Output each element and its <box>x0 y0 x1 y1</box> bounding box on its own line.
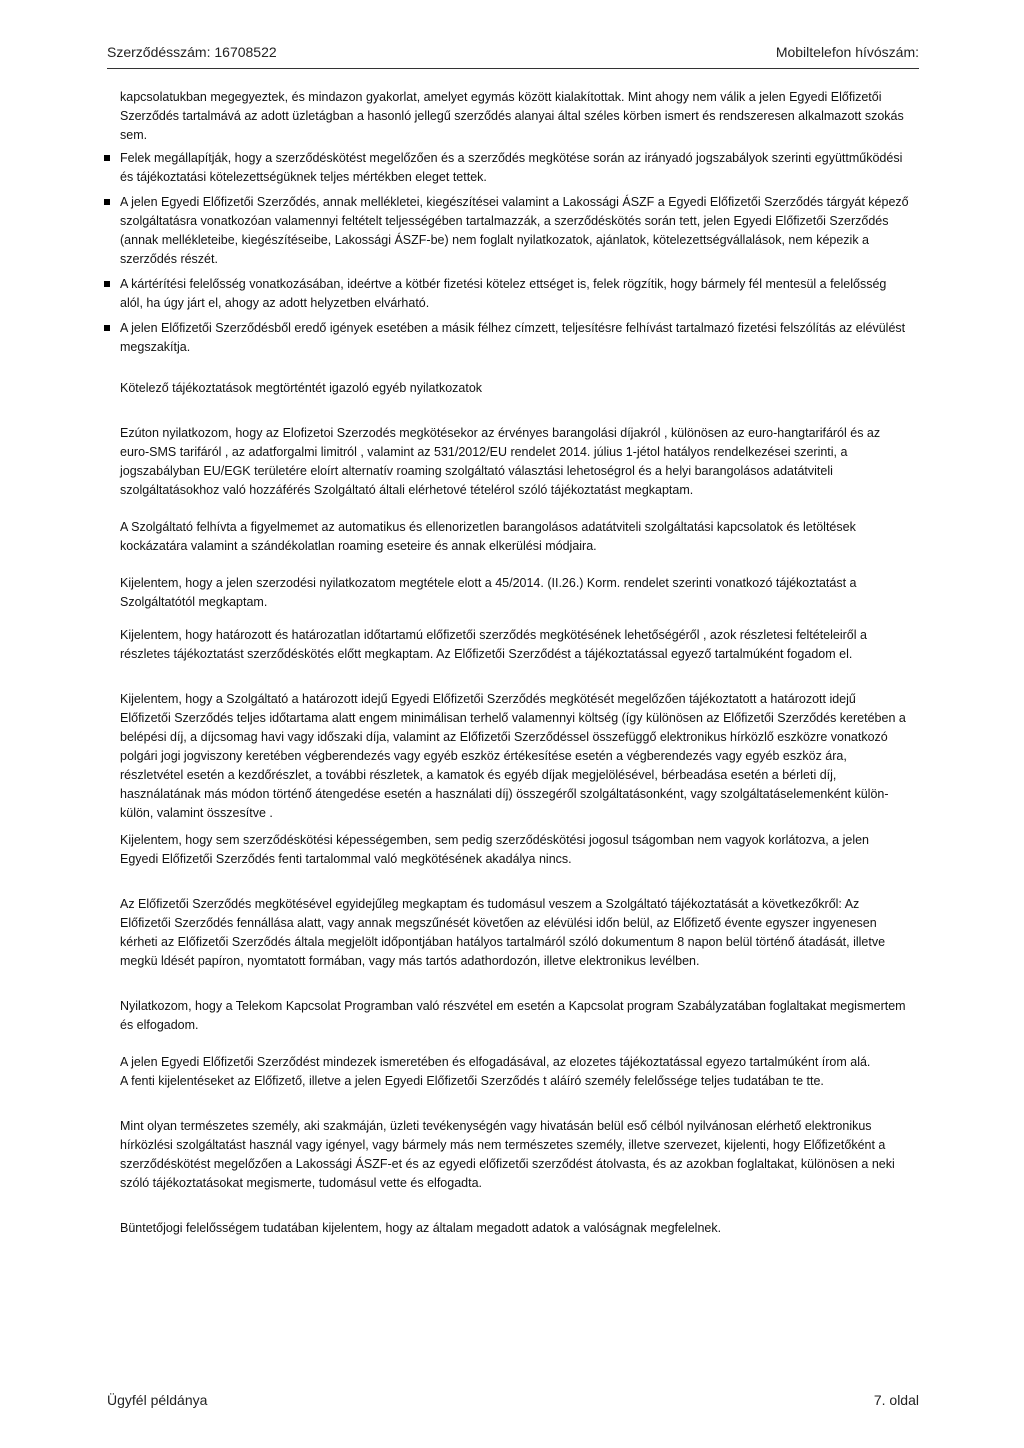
paragraph-criminal-liability: Büntetőjogi felelősségem tudatában kijelentem, hogy az általam megadott adatok a valóságnak megfelelnek. <box>120 1221 722 1235</box>
bullet-list <box>120 149 910 357</box>
copy-label: Ügyfél példánya <box>107 1392 208 1408</box>
intro-continuation: kapcsolatukban megegyeztek, és mindazon gyakorlat, amelyet egymás között kialakítottak. Mint ahogy nem válik a jelen Egyedi Előfizetői Szerződés tartalmává az adott üzletágban a hasonló jellegű szerződés alanyai által széles körben ismert és rendszeresen alkalmazott szokás sem. <box>120 90 904 142</box>
header-rule <box>107 68 919 69</box>
section-heading: Kötelező tájékoztatások megtörténtét igazoló egyéb nyilatkozatok <box>120 381 483 395</box>
paragraph-regulation: Kijelentem, hogy a jelen szerzodési nyilatkozatom megtétele elott a 45/2014. (II.26.) Korm. rendelet szerinti vonatkozó tájékoztatást a Szolgáltatótól megkaptam. <box>120 576 857 609</box>
paragraph-business-user: Mint olyan természetes személy, aki szakmáján, üzleti tevékenységén vagy hivatásán belül eső célból nyilvánosan elérhető elektronikus hírközlési szolgáltatást használ vagy igényel, vagy bármely más nem természetes személy, illetve szervezet, kijelenti, hogy Előfizetőként a szerződéskötést megelőzően a Lakossági ÁSZF-et és az egyedi előfizetői szerződést átolvasta, és az azokban foglaltakat, különösen a neki szóló tájékoztatásokat megismerte, tudomásul vette és elfogadta. <box>120 1119 895 1190</box>
paragraph-data-risk: A Szolgáltató felhívta a figyelmemet az automatikus és ellenorizetlen barangolásos adatátviteli szolgáltatási kapcsolatok és letöltések kockázatára valamint a szándékolatlan roaming eseteire és annak elkerülési módjaira. <box>120 520 856 553</box>
bullet-item: A jelen Egyedi Előfizetői Szerződés, annak mellékletei, kiegészítései valamint a Lakossági ÁSZF a Egyedi Előfizetői Szerződés tárgyát képező szolgáltatásra vonatkozóan valamennyi feltételt teljességében tartalmazzák, a szerződéskötés során tett, jelen Egyedi Előfizetői Szerződés (annak mellékleteibe, kiegészítéseibe, Lakossági ÁSZF-be) nem foglalt nyilatkozatok, ajánlatok, kötelezettségvállalások, nem képezik a szerződés részét. <box>120 193 910 269</box>
page-number: 7. oldal <box>873 1392 919 1408</box>
bullet-item: Felek megállapítják, hogy a szerződéskötést megelőzően és a szerződés megkötése során az irányadó jogszabályok szerinti együttműködési és tájékoztatási kötelezettségüknek teljes mértékben eleget tettek. <box>120 149 910 187</box>
paragraph-document-request: Az Előfizetői Szerződés megkötésével egyidejűleg megkaptam és tudomásul veszem a Szolgáltató tájékoztatását a következőkről: Az Előfizetői Szerződés fennállása alatt, vagy annak megszűnését követően az elévülési időn belül, az Előfizető évente egyszer ingyenesen kérheti az Előfizetői Szerződés általa megjelölt időpontjában hatályos tartalmáról szóló dokumentum 8 napon belül történő átadását, illetve megkü ldését papíron, nyomtatott formában, vagy más tartós adathordozón, illetve elektronikus levélben. <box>120 897 886 968</box>
paragraph-responsibility: A fenti kijelentéseket az Előfizető, illetve a jelen Egyedi Előfizetői Szerződés t aláíró személy felelőssége teljes tudatában te tte. <box>120 1074 824 1088</box>
paragraph-roaming: Ezúton nyilatkozom, hogy az Elofizetoi Szerzodés megkötésekor az érvényes barangolási díjakról , különösen az euro-hangtarifáról és az euro-SMS tarifáról , az adatforgalmi limitról , valamint az 531/2012/EU rendelet 2014. július 1-jétol hatályos rendelkezései szerinti, a jogszabályban EU/EGK területére eloírt alternatív roaming szolgáltató választási lehetoségrol és a helyi barangolásos adatátviteli szolgáltatásokhoz való hozzáférés Szolgáltató általi elérhetové tételérol szóló tájékoztatást megkaptam. <box>120 426 881 497</box>
paragraph-capacity: Kijelentem, hogy sem szerződéskötési képességemben, sem pedig szerződéskötési jogosul tságomban nem vagyok korlátozva, a jelen Egyedi Előfizetői Szerződés fenti tartalommal való megkötésének akadálya nincs. <box>120 833 870 866</box>
bullet-item: A jelen Előfizetői Szerződésből eredő igények esetében a másik félhez címzett, teljesítésre felhívást tartalmazó fizetési felszólítás az elévülést megszakítja. <box>120 319 910 357</box>
paragraph-term-info: Kijelentem, hogy határozott és határozatlan időtartamú előfizetői szerződés megkötésének lehetőségéről , azok részletesi feltételeiről a részletes tájékoztatást szerződéskötés előtt megkaptam. Az Előfizetői Szerződést a tájékoztatással egyező tartalmúként fogadom el. <box>120 628 867 661</box>
document-body <box>120 88 910 1238</box>
contract-number: Szerződésszám: 16708522 <box>107 44 277 60</box>
paragraph-costs: Kijelentem, hogy a Szolgáltató a határozott idejű Egyedi Előfizetői Szerződés megkötését megelőzően tájékoztatott a határozott idejű Előfizetői Szerződés teljes időtartama alatt engem minimálisan terhelő valamennyi költség (így különösen az Előfizetői Szerződés keretében a belépési díj, a díjcsomag havi vagy időszaki díja, valamint az Előfizetői Szerződéssel összefüggő elektronikus hírközlő eszközre vonatkozó polgári jogi jogviszony keretében végberendezés vagy egyéb eszköz értékesítése esetén a végberendezés vagy egyéb eszköz ára, részletvétel esetén a kezdőrészlet, a további részletek, a kamatok és egyéb díjak megjelölésével, bérbeadása esetén a bérleti díj, használatának más módon történő átengedése esetén a használati díj) összegéről szolgáltatásonként, vagy szolgáltatáselemenként külön-külön, valamint összesítve . <box>120 692 906 820</box>
paragraph-program: Nyilatkozom, hogy a Telekom Kapcsolat Programban való részvétel em esetén a Kapcsolat program Szabályzatában foglaltakat megismertem és elfogadom. <box>120 999 906 1032</box>
paragraph-signing: A jelen Egyedi Előfizetői Szerződést mindezek ismeretében és elfogadásával, az elozetes tájékoztatással egyezo tartalmúként írom alá. <box>120 1055 871 1069</box>
bullet-item: A kártérítési felelősség vonatkozásában, ideértve a kötbér fizetési kötelez ettséget is, felek rögzítik, hogy bármely fél mentesül a felelősség alól, ha úgy járt el, ahogy az adott helyzetben elvárható. <box>120 275 910 313</box>
page-header <box>107 14 919 60</box>
phone-number-label: Mobiltelefon hívószám: <box>775 44 919 60</box>
